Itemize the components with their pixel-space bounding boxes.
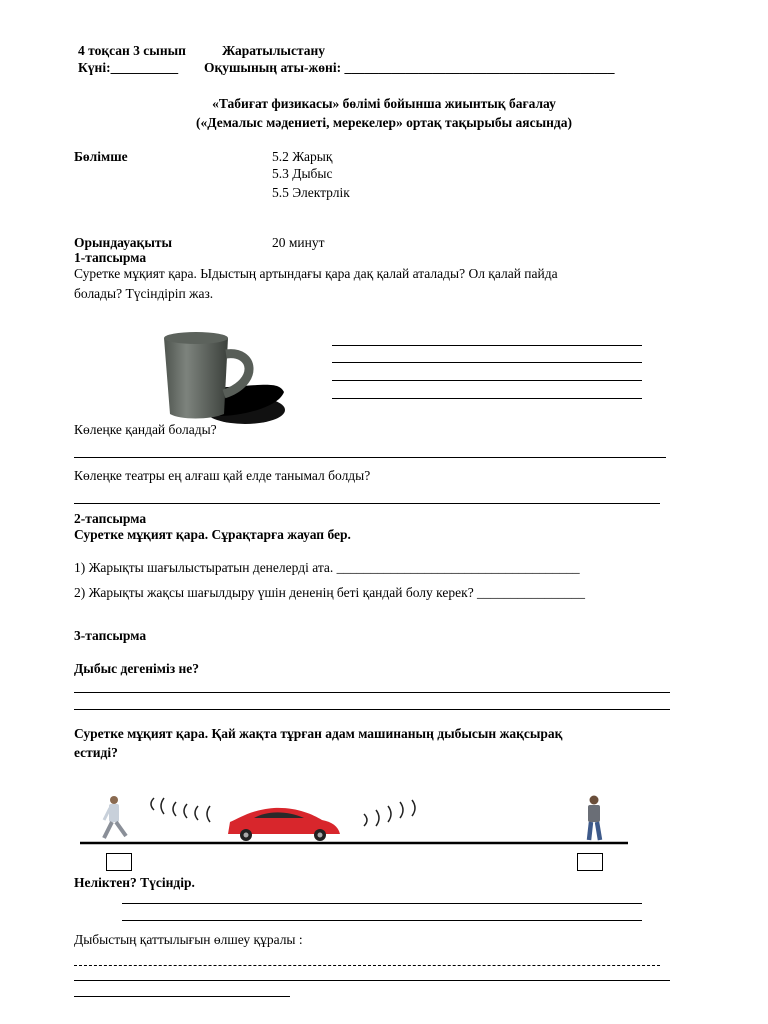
task2-title: 2-тапсырма (74, 511, 147, 526)
answer-line[interactable] (74, 709, 670, 710)
answer-line[interactable] (332, 398, 642, 399)
car-sound-scene (74, 788, 634, 850)
red-car-icon (228, 808, 340, 841)
task3-title: 3-тапсырма (74, 628, 147, 643)
page-title: «Табиғат физикасы» бөлімі бойынша жиынтық бағалау (212, 96, 556, 111)
answer-line[interactable] (74, 692, 670, 693)
task1-question-1: Көлеңке қандай болады? (74, 422, 217, 437)
sound-waves-left (151, 798, 210, 822)
time-value: 20 минут (272, 235, 325, 250)
task2-question-1: 1) Жарықты шағылыстыратын денелерді ата. ____________________________________ (74, 560, 580, 575)
task2-question-2: 2) Жарықты жақсы шағылдыру үшін дененің беті қандай болу керек? ________________ (74, 585, 586, 600)
person-right-icon (588, 796, 600, 841)
date-label: Күні:__________ (78, 60, 179, 75)
answer-line[interactable] (332, 380, 642, 381)
answer-line[interactable] (332, 362, 642, 363)
section-label: Бөлімше (74, 149, 128, 164)
section-item: 5.2 Жарық (272, 149, 333, 164)
task1-title: 1-тапсырма (74, 250, 147, 265)
quarter-class: 4 тоқсан 3 сынып (78, 43, 186, 58)
answer-line[interactable] (122, 903, 642, 904)
answer-box-left[interactable] (106, 853, 132, 871)
student-name-label: Оқушының аты-жөні: ________________________________________ (204, 60, 615, 75)
mug-shadow-image (150, 320, 290, 432)
task1-instruction: болады? Түсіндіріп жаз. (74, 286, 214, 301)
answer-box-right[interactable] (577, 853, 603, 871)
task3-question-2: естиді? (74, 745, 118, 760)
task3-why: Неліктен? Түсіндір. (74, 875, 195, 890)
person-left-icon (104, 796, 126, 838)
sound-waves-right (364, 800, 415, 826)
time-label: Орындауақыты (74, 235, 173, 250)
answer-line[interactable] (122, 920, 642, 921)
answer-line[interactable] (74, 965, 660, 966)
task3-question-1: Дыбыс дегеніміз не? (74, 661, 200, 676)
task1-instruction: Суретке мұқият қара. Ыдыстың артындағы қара дақ қалай аталады? Ол қалай пайда (74, 266, 558, 281)
task3-instrument-label: Дыбыстың қаттылығын өлшеу құралы : (74, 932, 303, 947)
answer-line[interactable] (74, 980, 670, 981)
section-item: 5.3 Дыбыс (272, 166, 333, 181)
mug-rim (164, 332, 228, 344)
task2-instruction: Суретке мұқият қара. Сұрақтарға жауап бер. (74, 527, 351, 542)
answer-line[interactable] (74, 996, 290, 997)
section-item: 5.5 Электрлік (272, 185, 350, 200)
task1-question-2: Көлеңке театры ең алғаш қай елде танымал болды? (74, 468, 371, 483)
answer-line[interactable] (332, 345, 642, 346)
mug-body (164, 338, 228, 419)
task3-question-2: Суретке мұқият қара. Қай жақта тұрған адам машинаның дыбысын жақсырақ (74, 726, 563, 741)
subject: Жаратылыстану (222, 43, 326, 58)
answer-line[interactable] (74, 457, 666, 458)
page-subtitle: («Демалыс мәдениеті, мерекелер» ортақ тақырыбы аясында) (196, 115, 572, 130)
answer-line[interactable] (74, 503, 660, 504)
